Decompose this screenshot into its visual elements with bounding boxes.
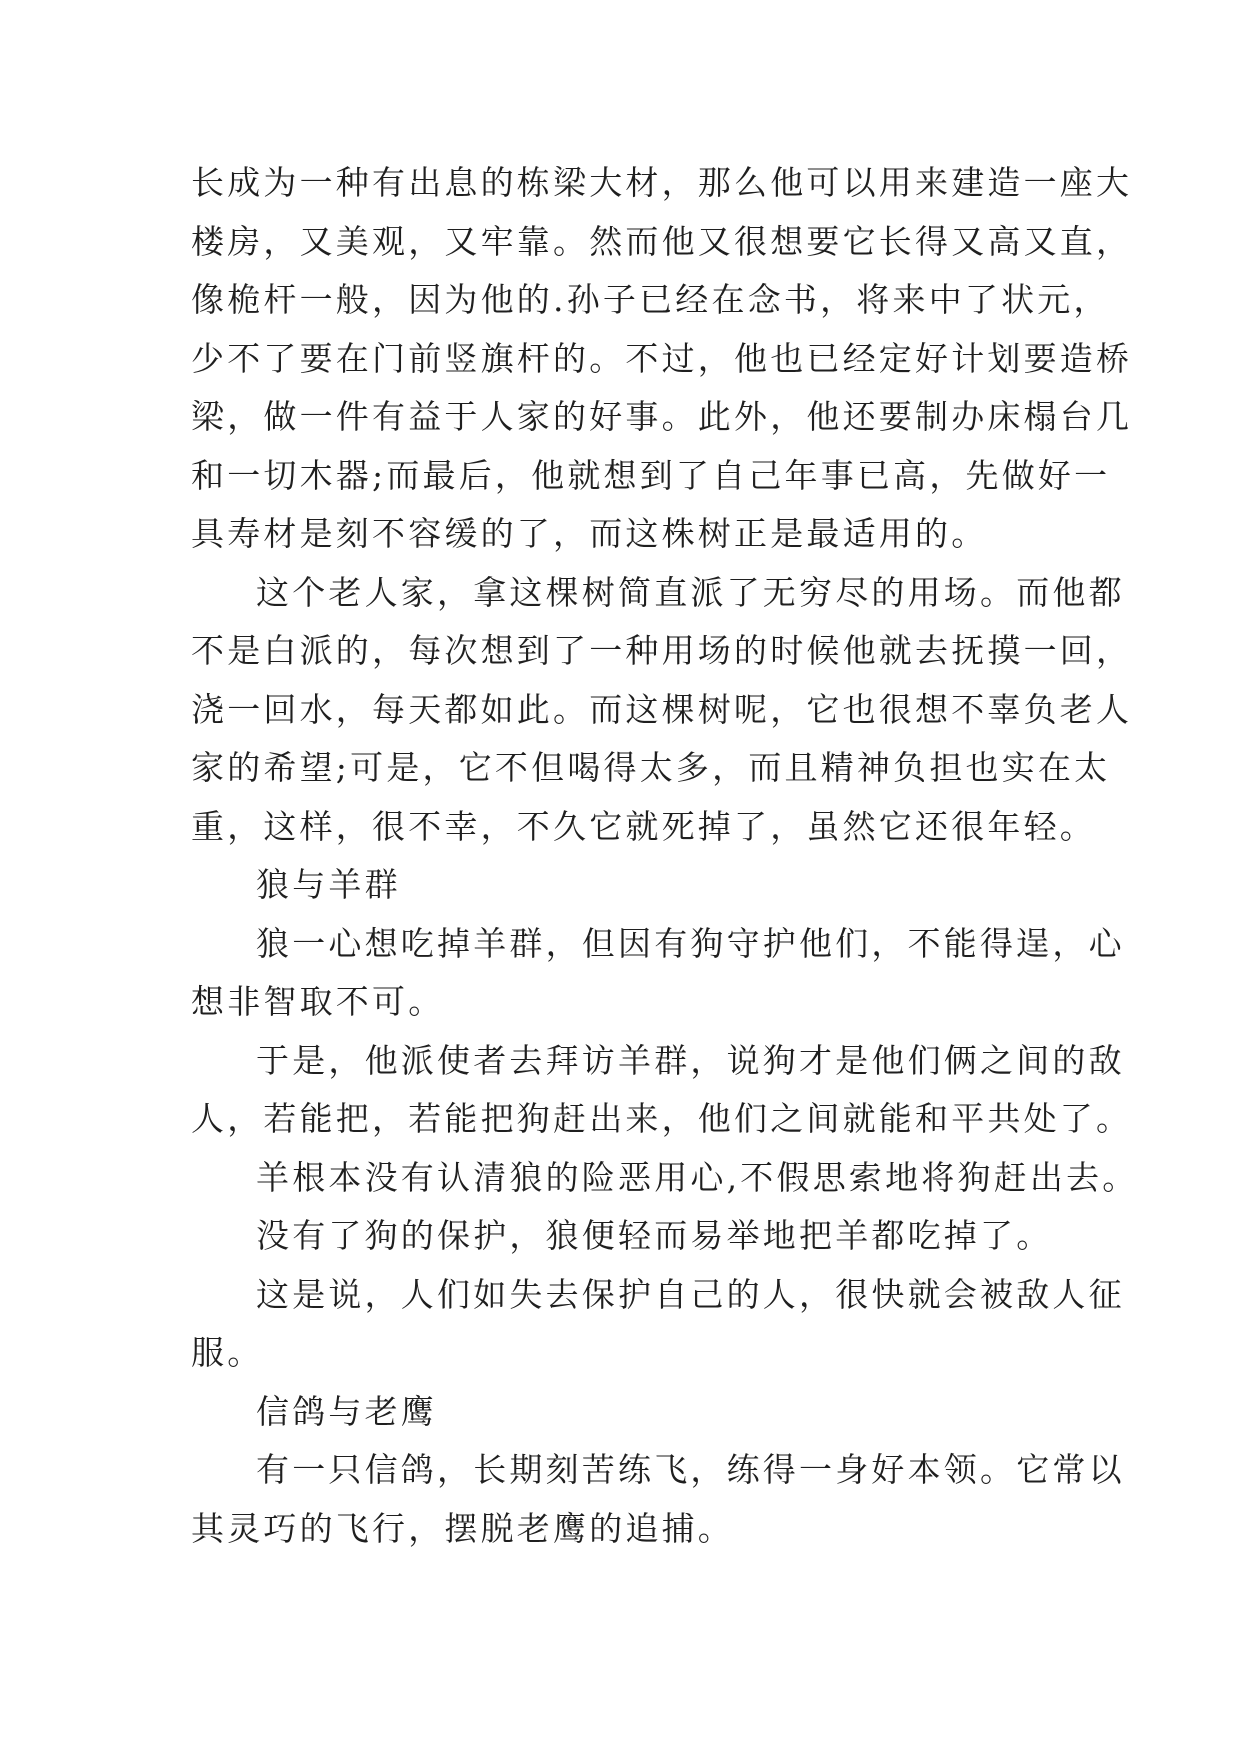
text-line: 和一切木器;而最后，他就想到了自己年事已高，先做好一 <box>191 456 1111 495</box>
paragraph-first-line: 羊根本没有认清狼的险恶用心,不假思索地将狗赶出去。 <box>256 1158 1139 1197</box>
story-title: 狼与羊群 <box>256 865 401 904</box>
paragraph-first-line: 有一只信鸽，长期刻苦练飞，练得一身好本领。它常以 <box>256 1450 1125 1489</box>
paragraph-first-line: 这个老人家，拿这棵树简直派了无穷尽的用场。而他都 <box>256 573 1125 612</box>
text-line: 想非智取不可。 <box>191 982 445 1021</box>
paragraph-first-line: 没有了狗的保护，狼便轻而易举地把羊都吃掉了。 <box>256 1216 1053 1255</box>
paragraph-first-line: 狼一心想吃掉羊群，但因有狗守护他们，不能得逞，心 <box>256 924 1125 963</box>
story-title: 信鸽与老鹰 <box>256 1392 437 1431</box>
text-line: 其灵巧的飞行，摆脱老鹰的追捕。 <box>191 1509 734 1548</box>
text-line: 长成为一种有出息的栋梁大材，那么他可以用来建造一座大 <box>191 163 1133 202</box>
text-line: 不是白派的，每次想到了一种用场的时候他就去抚摸一回， <box>191 631 1133 670</box>
text-line: 梁，做一件有益于人家的好事。此外，他还要制办床榻台几 <box>191 397 1133 436</box>
text-line: 像桅杆一般，因为他的.孙子已经在念书，将来中了状元， <box>191 280 1110 319</box>
text-line: 家的希望;可是，它不但喝得太多，而且精神负担也实在太 <box>191 748 1111 787</box>
text-line: 服。 <box>191 1333 264 1372</box>
text-line: 少不了要在门前竖旗杆的。不过，他也已经定好计划要造桥 <box>191 339 1133 378</box>
text-line: 浇一回水，每天都如此。而这棵树呢，它也很想不辜负老人 <box>191 690 1133 729</box>
paragraph-first-line: 这是说，人们如失去保护自己的人，很快就会被敌人征 <box>256 1275 1125 1314</box>
text-line: 重，这样，很不幸，不久它就死掉了，虽然它还很年轻。 <box>191 807 1096 846</box>
text-line: 楼房，又美观，又牢靠。然而他又很想要它长得又高又直， <box>191 222 1133 261</box>
paragraph-first-line: 于是，他派使者去拜访羊群，说狗才是他们俩之间的敌 <box>256 1041 1125 1080</box>
text-line: 人，若能把，若能把狗赶出来，他们之间就能和平共处了。 <box>191 1099 1133 1138</box>
text-line: 具寿材是刻不容缓的了，而这株树正是最适用的。 <box>191 514 988 553</box>
